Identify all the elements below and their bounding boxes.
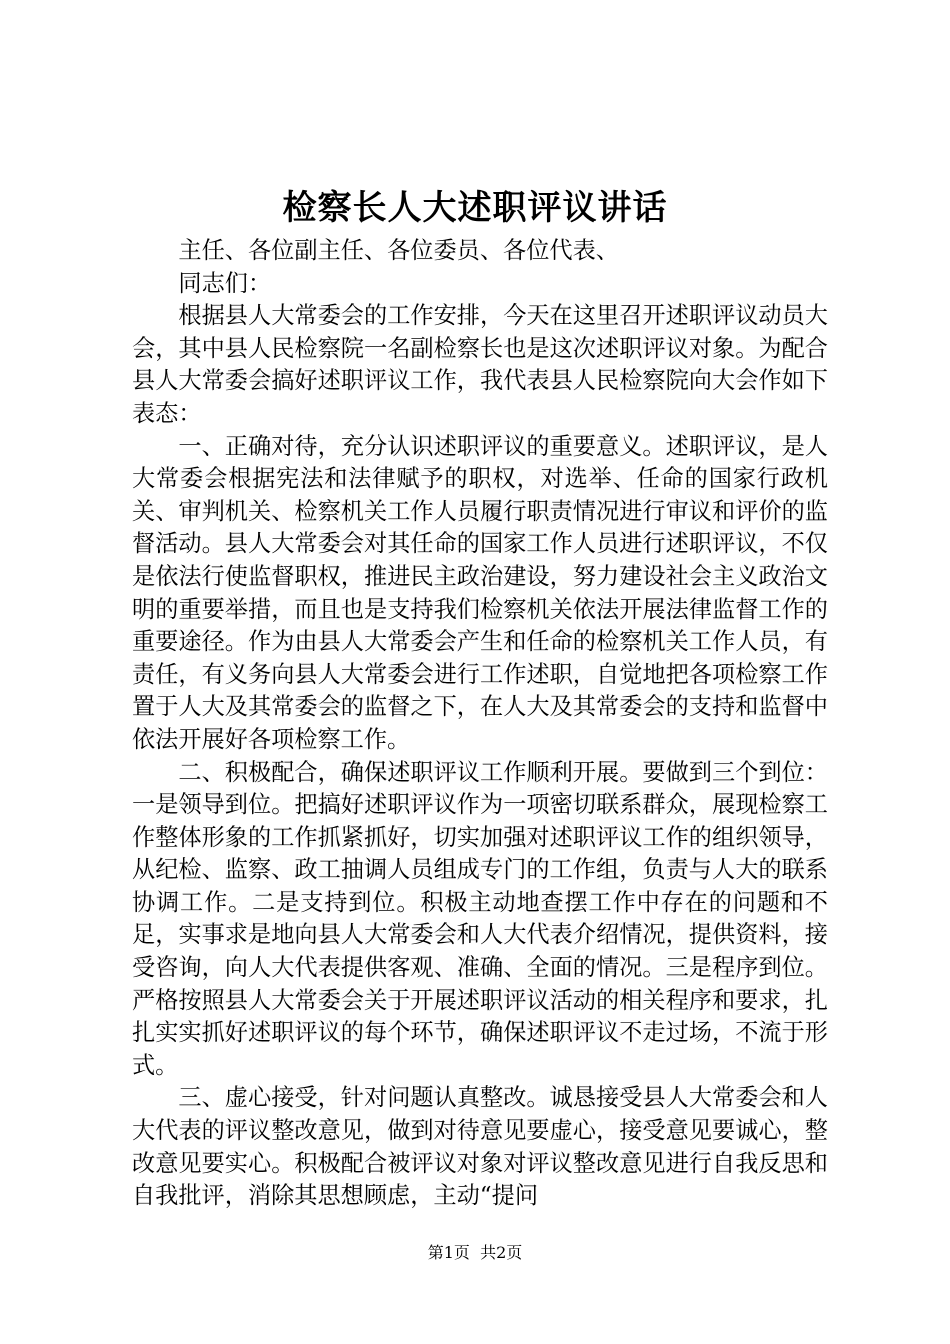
paragraph-section-1: 一、正确对待，充分认识述职评议的重要意义。述职评议，是人大常委会根据宪法和法律赋予的职权，对选举、任命的国家行政机关、审判机关、检察机关工作人员履行职责情况进行审议和评价的监督活动。县人大常委会对其任命的国家工作人员进行述职评议，不仅是依法行使监督职权，推进民主政治建设，努力建设社会主义政治文明的重要举措，而且也是支持我们检察机关依法开展法律监督工作的重要途径。作为由县人大常委会产生和任命的检察机关工作人员，有责任，有义务向县人大常委会进行工作述职，自觉地把各项检察工作置于人大及其常委会的监督之下，在人大及其常委会的支持和监督中依法开展好各项检察工作。 — [132, 432, 828, 753]
footer-separator — [470, 1243, 480, 1262]
salutation-line-2: 同志们： — [178, 269, 272, 297]
document-body — [132, 235, 828, 1213]
paragraph-intro: 根据县人大常委会的工作安排，今天在这里召开述职评议动员大会，其中县人民检察院一名副检察长也是这次述职评议对象。为配合县人大常委会搞好述职评议工作，我代表县人民检察院向大会作如下表态： — [132, 302, 828, 427]
page-number-current: 第1页 — [427, 1243, 470, 1262]
paragraph-section-2: 二、积极配合，确保述职评议工作顺利开展。要做到三个到位：一是领导到位。把搞好述职评议作为一项密切联系群众，展现检察工作整体形象的工作抓紧抓好，切实加强对述职评议工作的组织领导，从纪检、监察、政工抽调人员组成专门的工作组，负责与人大的联系协调工作。二是支持到位。积极主动地查摆工作中存在的问题和不足，实事求是地向县人大常委会和人大代表介绍情况，提供资料，接受咨询，向人大代表提供客观、准确、全面的情况。三是程序到位。严格按照县人大常委会关于开展述职评议活动的相关程序和要求，扎扎实实抓好述职评议的每个环节，确保述职评议不走过场，不流于形式。 — [132, 758, 828, 1079]
page-footer — [0, 1243, 950, 1263]
page-number-total: 共2页 — [480, 1243, 523, 1262]
salutation-line-1: 主任、各位副主任、各位委员、各位代表、 — [178, 237, 619, 264]
paragraph-section-3: 三、虚心接受，针对问题认真整改。诚恳接受县人大常委会和人大代表的评议整改意见，做到对待意见要虚心，接受意见要诚心，整改意见要实心。积极配合被评议对象对评议整改意见进行自我反思和自我批评，消除其思想顾虑，主动“提问 — [132, 1084, 828, 1210]
document-title: 检察长人大述职评议讲话 — [282, 188, 668, 228]
